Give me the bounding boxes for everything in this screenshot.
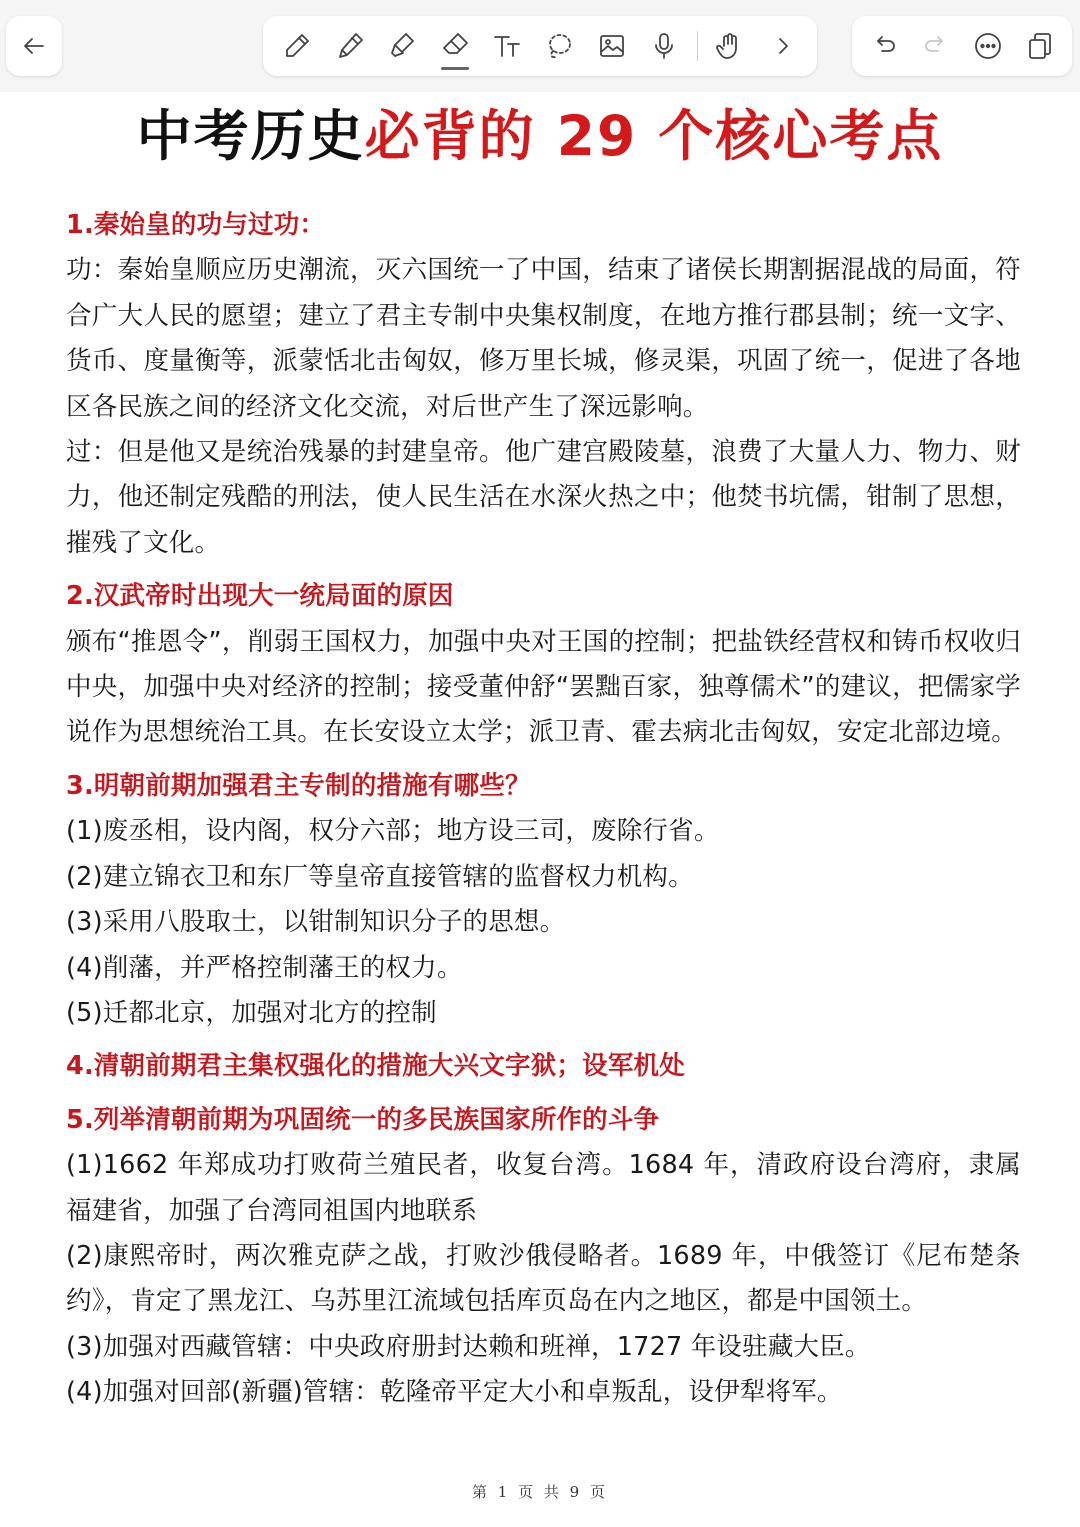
microphone-icon[interactable] bbox=[644, 24, 684, 68]
list-item: (1)1662 年郑成功打败荷兰殖民者，收复台湾。1684 年，清政府设台湾府，隶属福建省，加强了台湾同祖国内地联系 bbox=[66, 1150, 1021, 1226]
paragraph: 功：秦始皇顺应历史潮流，灭六国统一了中国，结束了诸侯长期割据混战的局面，符合广大人民的愿望；建立了君主专制中央集权制度，在地方推行郡县制；统一文字、货币、度量衡等，派蒙恬北击匈奴，修万里长城，修灵渠，巩固了统一，促进了各地区各民族之间的经济文化交流，对后世产生了深远影响。 bbox=[66, 255, 1021, 422]
section-heading: 3.明朝前期加强君主专制的措施有哪些？ bbox=[66, 770, 531, 801]
title-black: 中考历史 bbox=[136, 104, 365, 168]
lasso-icon[interactable] bbox=[539, 24, 579, 68]
text-icon[interactable] bbox=[487, 24, 527, 68]
list-item: (2)建立锦衣卫和东厂等皇帝直接管辖的监督权力机构。 bbox=[66, 861, 694, 892]
top-toolbar bbox=[0, 0, 1080, 92]
list-item: (3)加强对西藏管辖：中央政府册封达赖和班禅，1727 年设驻藏大臣。 bbox=[66, 1331, 871, 1362]
paragraph: 颁布“推恩令”，削弱王国权力，加强中央对王国的控制；把盐铁经营权和铸币权收归中央，加强中央对经济的控制；接受董仲舒“罢黜百家，独尊儒术”的建议，把儒家学说作为思想统治工具。在长安设立太学；派卫青、霍去病北击匈奴，安定北部边境。 bbox=[66, 626, 1021, 748]
list-item: (5)迁都北京，加强对北方的控制 bbox=[66, 997, 437, 1028]
page-title bbox=[0, 100, 1080, 172]
pen-icon[interactable] bbox=[277, 24, 317, 68]
more-icon[interactable] bbox=[968, 24, 1008, 68]
pencil-icon[interactable] bbox=[330, 24, 370, 68]
list-item: (2)康熙帝时，两次雅克萨之战，打败沙俄侵略者。1689 年，中俄签订《尼布楚条约》，肯定了黑龙江、乌苏里江流域包括库页岛在内之地区，都是中国领土。 bbox=[66, 1240, 1021, 1317]
highlighter-icon[interactable] bbox=[382, 24, 422, 68]
list-item: (3)采用八股取士，以钳制知识分子的思想。 bbox=[66, 907, 566, 938]
paragraph: 过：但是他又是统治残暴的封建皇帝。他广建宫殿陵墓，浪费了大量人力、物力、财力，他还制定残酷的刑法，使人民生活在水深火热之中；他焚书坑儒，钳制了思想，摧残了文化。 bbox=[66, 437, 1021, 558]
list-item: (4)削藩，并严格控制藩王的权力。 bbox=[66, 952, 463, 983]
image-icon[interactable] bbox=[592, 24, 632, 68]
pages-icon[interactable] bbox=[1020, 24, 1060, 68]
redo-icon[interactable] bbox=[916, 24, 956, 68]
document-body bbox=[66, 203, 1021, 1416]
list-item: (1)废丞相，设内阁，权分六部；地方设三司，废除行省。 bbox=[66, 816, 720, 847]
arrow-left-icon[interactable] bbox=[14, 24, 54, 68]
eraser-icon[interactable] bbox=[435, 24, 475, 68]
back-button[interactable] bbox=[6, 16, 62, 76]
section-heading: 2.汉武帝时出现大一统局面的原因 bbox=[66, 581, 454, 612]
hand-icon[interactable] bbox=[710, 24, 750, 68]
section-heading: 5.列举清朝前期为巩固统一的多民族国家所作的斗争 bbox=[66, 1104, 660, 1135]
title-red: 必背的 29 个核心考点 bbox=[364, 104, 944, 168]
section-heading: 1.秦始皇的功与过功： bbox=[66, 210, 326, 240]
drawing-tools bbox=[263, 16, 817, 76]
list-item: (4)加强对回部(新疆)管辖：乾隆帝平定大小和卓叛乱，设伊犁将军。 bbox=[66, 1377, 843, 1408]
undo-icon[interactable] bbox=[864, 24, 904, 68]
page-number: 第 1 页 共 9 页 bbox=[472, 1483, 608, 1501]
page-actions bbox=[852, 16, 1072, 76]
toolbar-divider bbox=[697, 31, 698, 61]
section-heading: 4.清朝前期君主集权强化的措施大兴文字狱；设军机处 bbox=[66, 1051, 685, 1082]
chevron-right-icon[interactable] bbox=[763, 24, 803, 68]
